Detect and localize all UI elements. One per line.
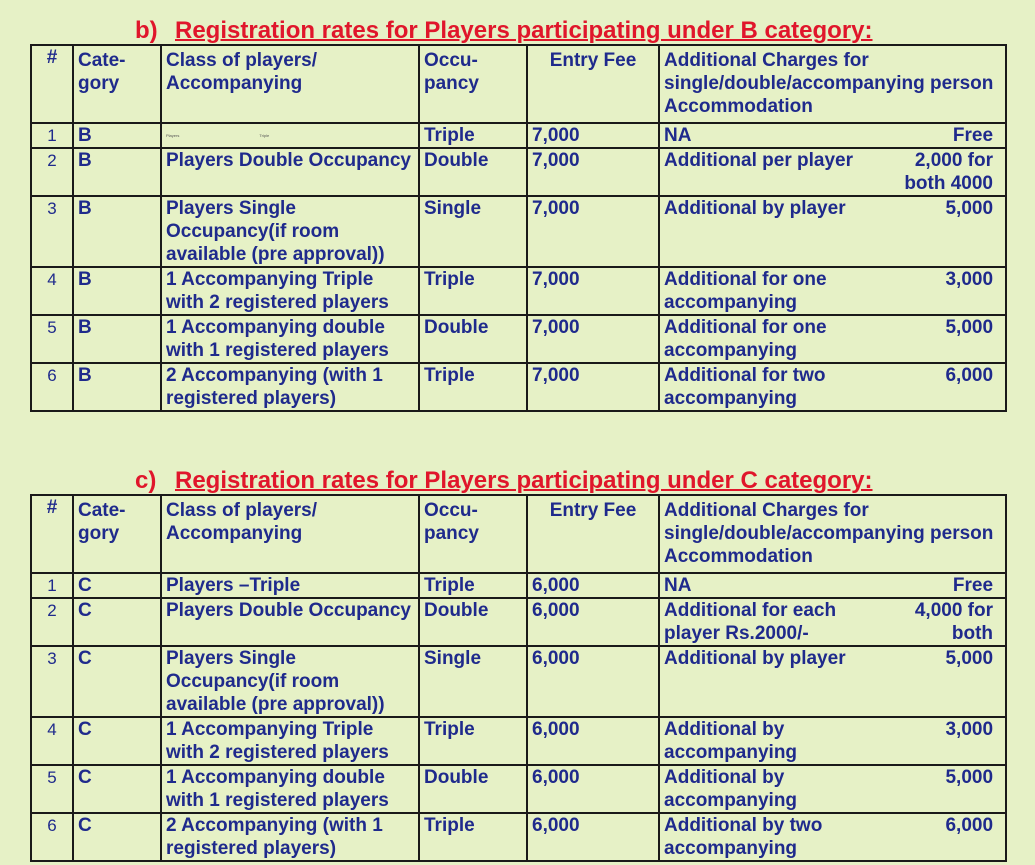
row-occupancy: Double [419, 148, 527, 196]
section-b-table [30, 44, 1007, 412]
row-occupancy: Triple [419, 267, 527, 315]
row-additional-desc: NA [659, 123, 887, 148]
row-number: 2 [31, 598, 73, 646]
row-additional-amount: Free [887, 123, 1006, 148]
row-occupancy: Triple [419, 573, 527, 598]
section-b [0, 17, 1035, 409]
row-additional-desc: Additional per player [659, 148, 887, 196]
row-class: 1 Accompanying Triple with 2 registered players [161, 267, 419, 315]
row-additional-amount: 5,000 [887, 765, 1006, 813]
header-additional: Additional Charges for single/double/accompanying person Accommodation [659, 495, 1006, 573]
row-occupancy: Single [419, 196, 527, 267]
row-class: Players Double Occupancy [161, 598, 419, 646]
row-additional-desc: Additional by two accompanying [659, 813, 887, 861]
header-category: Cate- gory [73, 45, 161, 123]
row-occupancy: Triple [419, 813, 527, 861]
row-category: C [73, 765, 161, 813]
table-row [31, 267, 1006, 315]
row-class: Players Single Occupancy(if room available (pre approval)) [161, 196, 419, 267]
header-category: Cate- gory [73, 495, 161, 573]
table-row [31, 646, 1006, 717]
row-occupancy: Double [419, 315, 527, 363]
row-additional-amount: 5,000 [887, 646, 1006, 717]
row-entry-fee: 7,000 [527, 267, 659, 315]
row-class: 1 Accompanying Triple with 2 registered players [161, 717, 419, 765]
row-category: B [73, 267, 161, 315]
row-entry-fee: 6,000 [527, 813, 659, 861]
row-number: 4 [31, 717, 73, 765]
header-class: Class of players/ Accompanying [161, 45, 419, 123]
table-header-row [31, 495, 1006, 573]
row-occupancy: Single [419, 646, 527, 717]
row-entry-fee: 6,000 [527, 598, 659, 646]
row-additional-desc: Additional for each player Rs.2000/- [659, 598, 887, 646]
table-header-row [31, 45, 1006, 123]
section-c-table [30, 494, 1007, 862]
row-additional-desc: Additional for one accompanying [659, 267, 887, 315]
row-entry-fee: 6,000 [527, 573, 659, 598]
row-entry-fee: 7,000 [527, 363, 659, 411]
row-class-tiny-text: Players [166, 133, 180, 139]
row-class: 1 Accompanying double with 1 registered players [161, 765, 419, 813]
row-class: Players –Triple [161, 573, 419, 598]
header-additional: Additional Charges for single/double/accompanying person Accommodation [659, 45, 1006, 123]
table-row [31, 717, 1006, 765]
header-entry-fee: Entry Fee [527, 495, 659, 573]
row-class-tiny-text: Triple [259, 133, 270, 139]
table-row [31, 315, 1006, 363]
row-additional-amount: 5,000 [887, 196, 1006, 267]
row-additional-amount: 6,000 [887, 363, 1006, 411]
row-occupancy: Triple [419, 363, 527, 411]
row-category: C [73, 717, 161, 765]
row-additional-desc: NA [659, 573, 887, 598]
row-category: C [73, 598, 161, 646]
row-additional-desc: Additional for one accompanying [659, 315, 887, 363]
row-number: 3 [31, 646, 73, 717]
row-category: B [73, 315, 161, 363]
header-num: # [31, 45, 73, 123]
table-row [31, 148, 1006, 196]
row-additional-amount: Free [887, 573, 1006, 598]
header-occupancy: Occu- pancy [419, 495, 527, 573]
row-number: 2 [31, 148, 73, 196]
row-number: 6 [31, 813, 73, 861]
row-number: 4 [31, 267, 73, 315]
section-c-marker: c) [135, 467, 157, 494]
row-additional-amount: 3,000 [887, 717, 1006, 765]
row-entry-fee: 6,000 [527, 765, 659, 813]
row-category: C [73, 813, 161, 861]
row-category: B [73, 148, 161, 196]
row-number: 1 [31, 123, 73, 148]
row-additional-amount: 5,000 [887, 315, 1006, 363]
table-row [31, 813, 1006, 861]
row-additional-desc: Additional by player [659, 196, 887, 267]
row-entry-fee: 7,000 [527, 148, 659, 196]
table-row [31, 123, 1006, 148]
row-occupancy: Double [419, 765, 527, 813]
row-number: 6 [31, 363, 73, 411]
row-class: 2 Accompanying (with 1 registered players) [161, 813, 419, 861]
row-additional-desc: Additional by player [659, 646, 887, 717]
row-additional-desc: Additional by accompanying [659, 717, 887, 765]
row-number: 3 [31, 196, 73, 267]
row-class: 2 Accompanying (with 1 registered players) [161, 363, 419, 411]
row-number: 5 [31, 765, 73, 813]
row-category: B [73, 123, 161, 148]
section-b-marker: b) [135, 17, 158, 44]
section-c-title [0, 468, 1035, 494]
section-b-heading: Registration rates for Players participating under B category: [175, 17, 873, 44]
row-category: B [73, 363, 161, 411]
table-row [31, 765, 1006, 813]
row-occupancy: Double [419, 598, 527, 646]
row-number: 1 [31, 573, 73, 598]
row-additional-amount: 4,000 for both [887, 598, 1006, 646]
row-additional-amount: 6,000 [887, 813, 1006, 861]
row-occupancy: Triple [419, 717, 527, 765]
row-entry-fee: 6,000 [527, 717, 659, 765]
row-category: B [73, 196, 161, 267]
row-additional-amount: 3,000 [887, 267, 1006, 315]
row-class: Players Double Occupancy [161, 148, 419, 196]
row-class: Players Single Occupancy(if room available (pre approval)) [161, 646, 419, 717]
row-entry-fee: 7,000 [527, 123, 659, 148]
row-additional-amount: 2,000 for both 4000 [887, 148, 1006, 196]
header-occupancy: Occu- pancy [419, 45, 527, 123]
section-c-heading: Registration rates for Players participating under C category: [175, 467, 873, 494]
row-additional-desc: Additional for two accompanying [659, 363, 887, 411]
row-additional-desc: Additional by accompanying [659, 765, 887, 813]
row-occupancy: Triple [419, 123, 527, 148]
row-class: 1 Accompanying double with 1 registered players [161, 315, 419, 363]
row-class [161, 123, 419, 148]
section-c [0, 467, 1035, 859]
row-entry-fee: 6,000 [527, 646, 659, 717]
row-number: 5 [31, 315, 73, 363]
row-entry-fee: 7,000 [527, 315, 659, 363]
header-class: Class of players/ Accompanying [161, 495, 419, 573]
row-entry-fee: 7,000 [527, 196, 659, 267]
table-row [31, 363, 1006, 411]
table-row [31, 598, 1006, 646]
table-row [31, 196, 1006, 267]
row-category: C [73, 646, 161, 717]
section-b-title [0, 18, 1035, 44]
header-entry-fee: Entry Fee [527, 45, 659, 123]
table-row [31, 573, 1006, 598]
row-category: C [73, 573, 161, 598]
header-num: # [31, 495, 73, 573]
